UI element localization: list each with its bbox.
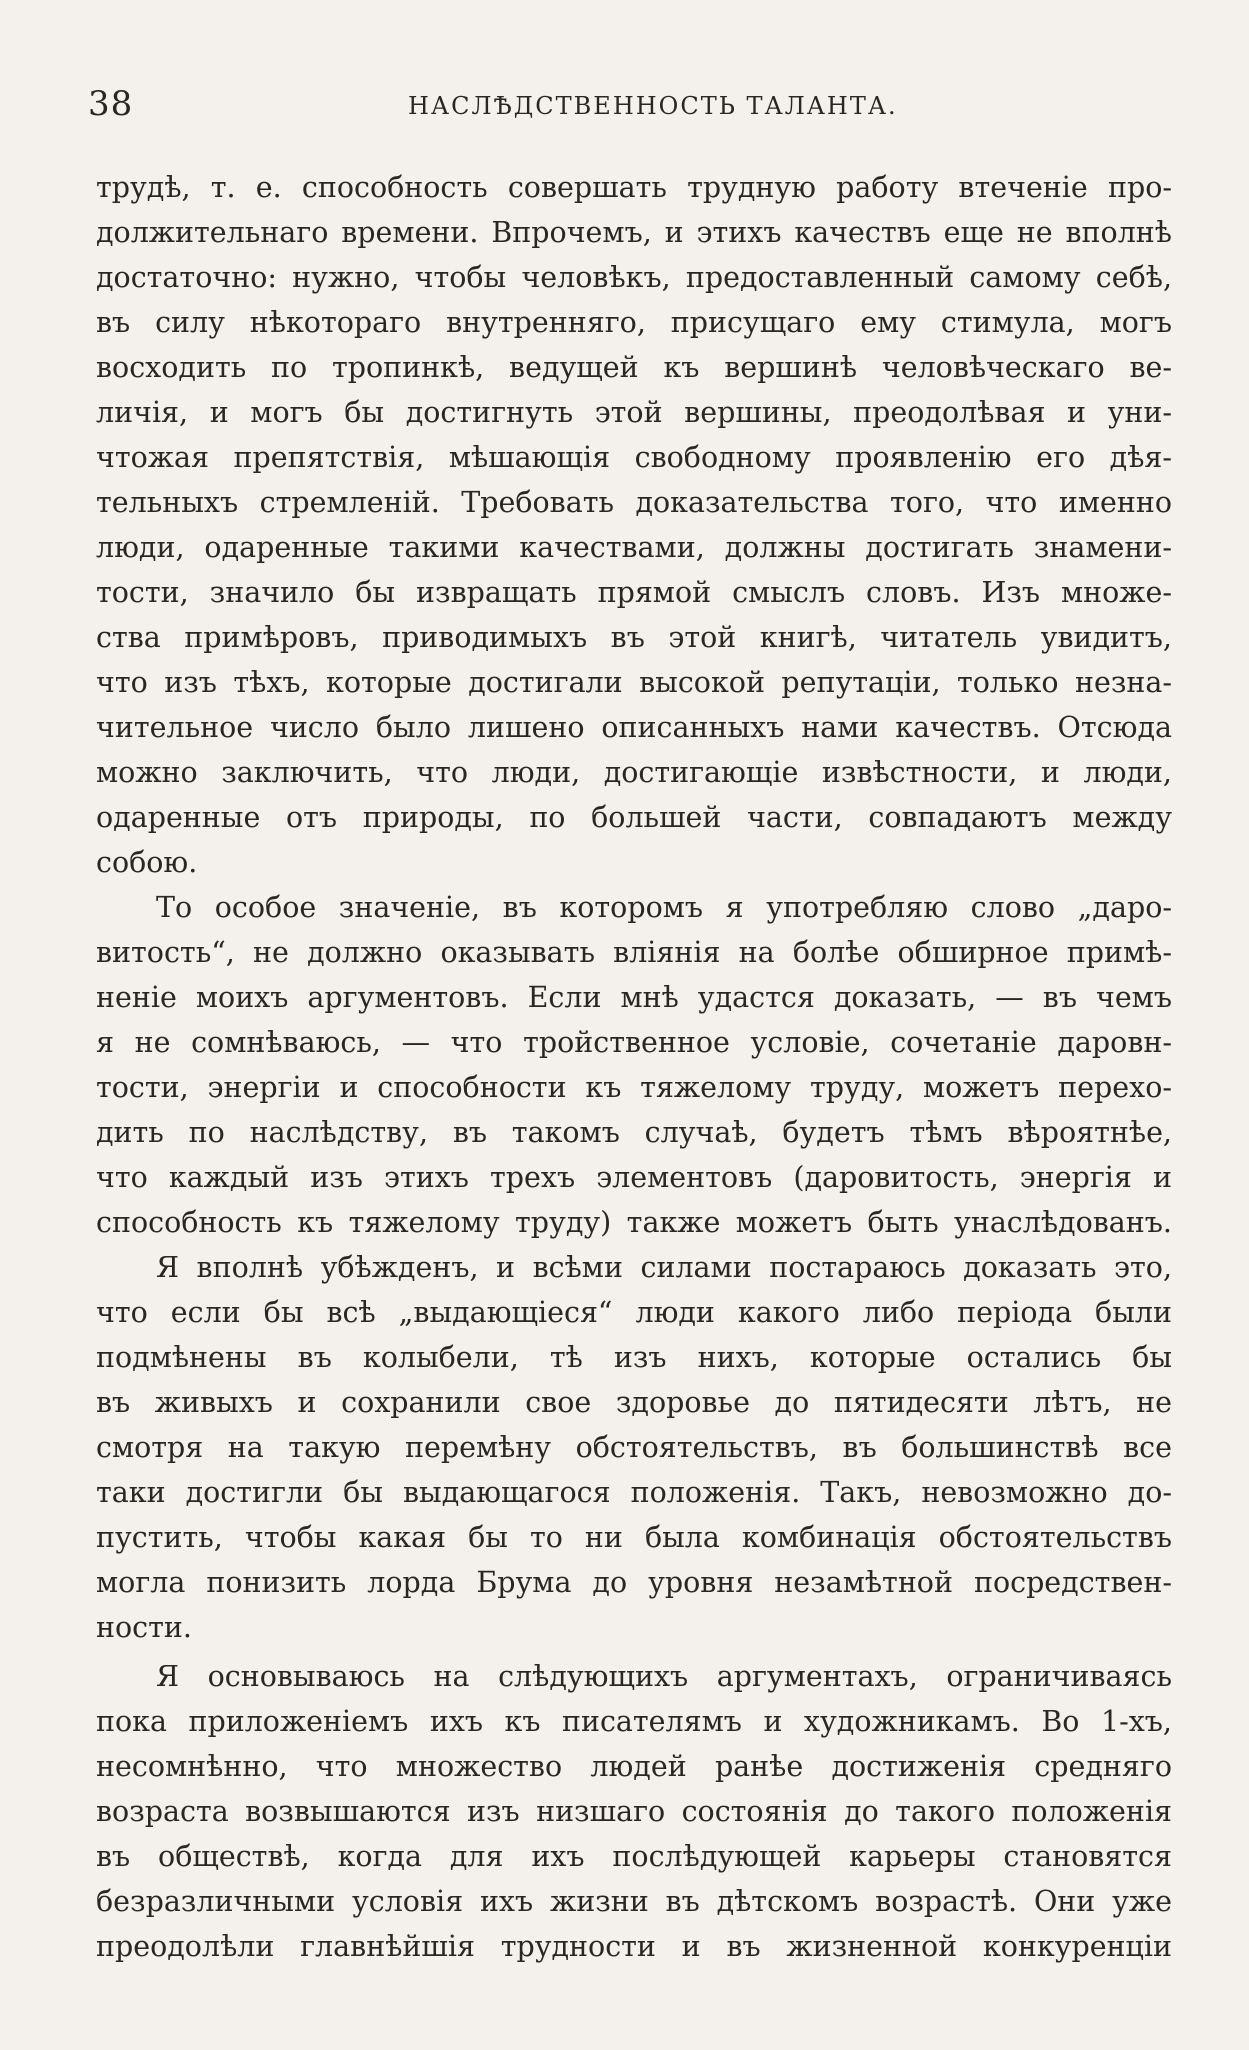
text-line: безразличными условія ихъ жизни въ дѣтскомъ возрастѣ. Они уже	[96, 1885, 1172, 1918]
text-line: чтожая препятствія, мѣшающія свободному проявленію его дѣя-	[96, 441, 1172, 474]
text-line: что изъ тѣхъ, которые достигали высокой репутаціи, только незна-	[96, 666, 1172, 699]
text-line: въ силу нѣкотораго внутренняго, присущаго ему стимула, могъ	[96, 306, 1172, 339]
text-line: могла понизить лорда Брума до уровня незамѣтной посредствен-	[96, 1566, 1172, 1599]
text-line: что если бы всѣ „выдающіеся“ люди какого либо періода были	[96, 1296, 1172, 1329]
text-line: ности.	[96, 1611, 192, 1644]
text-line: подмѣнены въ колыбели, тѣ изъ нихъ, которые остались бы	[96, 1341, 1172, 1374]
text-line: То особое значеніе, въ которомъ я употребляю слово „даро-	[156, 891, 1172, 924]
text-line: способность къ тяжелому труду) также можетъ быть унаслѣдованъ.	[96, 1206, 1172, 1239]
text-line: одаренные отъ природы, по большей части, совпадаютъ между	[96, 801, 1172, 834]
text-line: несомнѣнно, что множество людей ранѣе достиженія средняго	[96, 1750, 1172, 1783]
text-line: должительнаго времени. Впрочемъ, и этихъ качествъ еще не вполнѣ	[96, 216, 1172, 249]
running-head: НАСЛѢДСТВЕННОСТЬ ТАЛАНТА.	[408, 92, 898, 120]
text-line: собою.	[96, 846, 198, 879]
text-line: Я вполнѣ убѣжденъ, и всѣми силами постараюсь доказать это,	[156, 1251, 1172, 1284]
text-line: пока приложеніемъ ихъ къ писателямъ и художникамъ. Во 1-хъ,	[96, 1705, 1172, 1738]
text-line: возраста возвышаются изъ низшаго состоянія до такого положенія	[96, 1795, 1172, 1828]
text-line: Я основываюсь на слѣдующихъ аргументахъ, ограничиваясь	[156, 1660, 1172, 1693]
text-line: тости, значило бы извращать прямой смыслъ словъ. Изъ множе-	[96, 576, 1172, 609]
text-line: таки достигли бы выдающагося положенія. Такъ, невозможно до-	[96, 1476, 1172, 1509]
text-line: личія, и могъ бы достигнуть этой вершины, преодолѣвая и уни-	[96, 396, 1172, 429]
text-line: въ обществѣ, когда для ихъ послѣдующей карьеры становятся	[96, 1840, 1172, 1873]
text-line: тости, энергіи и способности къ тяжелому труду, можетъ перехо-	[96, 1071, 1172, 1104]
text-line: что каждый изъ этихъ трехъ элементовъ (даровитость, энергія и	[96, 1161, 1172, 1194]
text-line: тельныхъ стремленій. Требовать доказательства того, что именно	[96, 486, 1172, 519]
text-line: люди, одаренные такими качествами, должны достигать знамени-	[96, 531, 1172, 564]
text-line: восходить по тропинкѣ, ведущей къ вершинѣ человѣческаго ве-	[96, 351, 1172, 384]
text-line: витость“, не должно оказывать вліянія на болѣе обширное примѣ-	[96, 936, 1172, 969]
page-header	[88, 82, 1168, 132]
page-number: 38	[88, 84, 134, 124]
text-line: неніе моихъ аргументовъ. Если мнѣ удастся доказать, — въ чемъ	[96, 981, 1172, 1014]
text-line: достаточно: нужно, чтобы человѣкъ, предоставленный самому себѣ,	[96, 261, 1172, 294]
text-line: чительное число было лишено описанныхъ нами качествъ. Отсюда	[96, 711, 1172, 744]
text-line: трудѣ, т. е. способность совершать трудную работу втеченіе про-	[96, 171, 1172, 204]
text-line: въ живыхъ и сохранили свое здоровье до пятидесяти лѣтъ, не	[96, 1386, 1172, 1419]
text-line: можно заключить, что люди, достигающіе извѣстности, и люди,	[96, 756, 1172, 789]
text-line: преодолѣли главнѣйшія трудности и въ жизненной конкуренціи	[96, 1930, 1172, 1963]
text-line: дить по наслѣдству, въ такомъ случаѣ, будетъ тѣмъ вѣроятнѣе,	[96, 1116, 1172, 1149]
text-line: ства примѣровъ, приводимыхъ въ этой книгѣ, читатель увидитъ,	[96, 621, 1172, 654]
text-line: смотря на такую перемѣну обстоятельствъ, въ большинствѣ все	[96, 1431, 1172, 1464]
text-line: пустить, чтобы какая бы то ни была комбинація обстоятельствъ	[96, 1521, 1172, 1554]
text-line: я не сомнѣваюсь, — что тройственное условіе, сочетаніе даровн-	[96, 1026, 1172, 1059]
